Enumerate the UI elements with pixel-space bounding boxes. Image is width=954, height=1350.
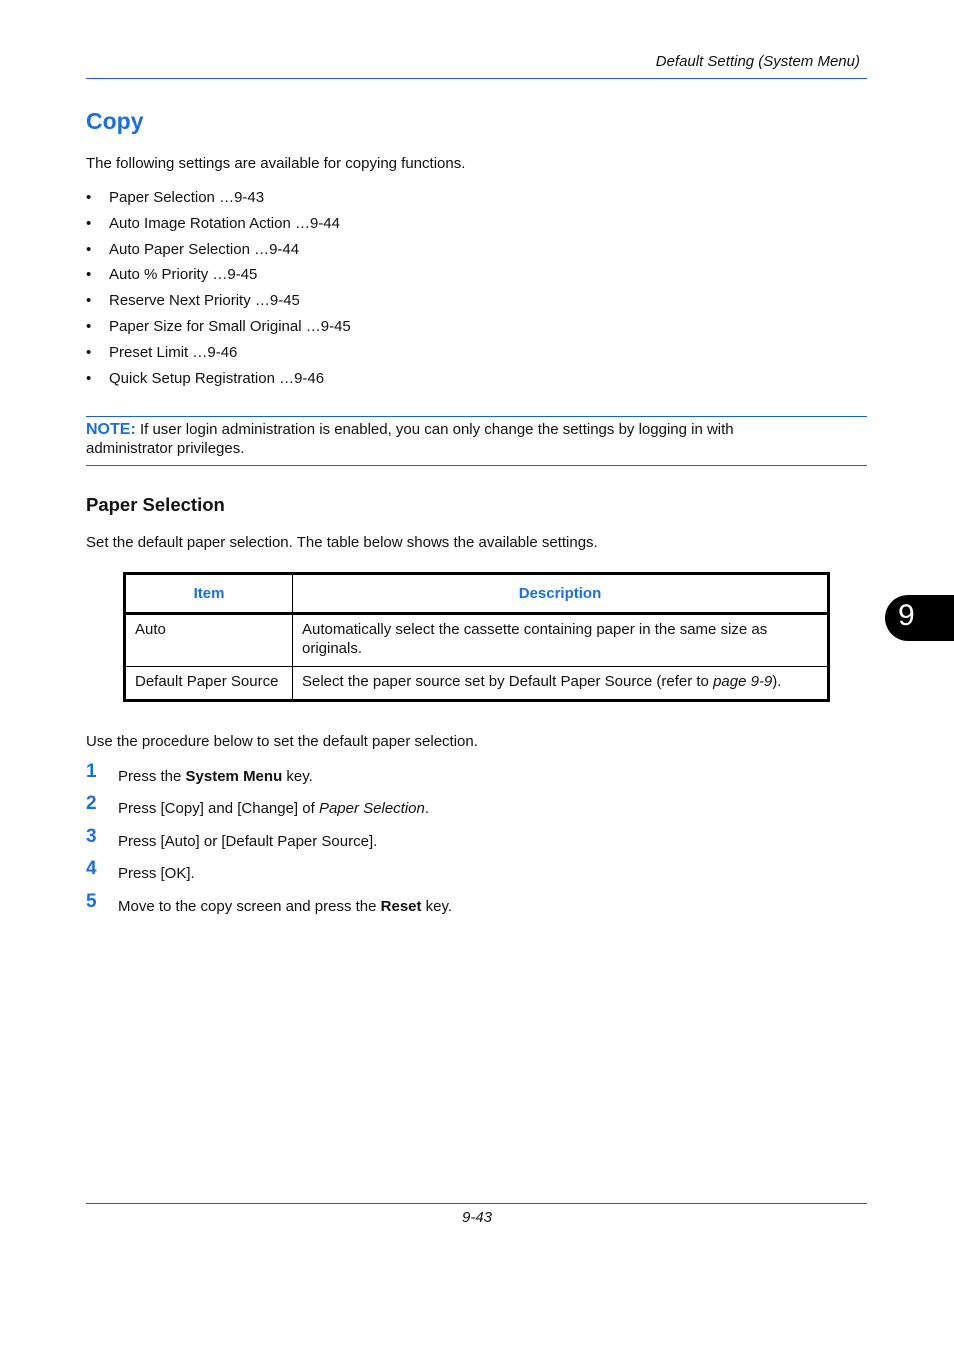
page-reference-link[interactable]: page 9-9 — [713, 673, 773, 690]
note-text: If user login administration is enabled, you can only change the settings by logging in with administrator privileges. — [86, 421, 734, 457]
link-auto-image-rotation[interactable]: • Auto Image Rotation Action …9-44 — [86, 214, 340, 232]
page-number: 9-43 — [461, 1209, 493, 1226]
step-number: 4 — [86, 858, 97, 880]
step-text: Press [OK]. — [118, 865, 195, 883]
header-rule — [86, 78, 867, 79]
section-title: Copy — [86, 108, 144, 134]
step-text: Press the System Menu key. — [118, 768, 313, 785]
table-cell-item: Default Paper Source — [125, 667, 293, 701]
note-bottom-rule — [86, 465, 867, 466]
step-number: 2 — [86, 793, 97, 815]
step-text: Press [Copy] and [Change] of Paper Selection. — [118, 800, 430, 818]
link-preset-limit[interactable]: • Preset Limit …9-46 — [86, 343, 238, 361]
bullet: • — [86, 240, 92, 258]
section-intro: The following settings are available for copying functions. — [86, 155, 466, 172]
chapter-tab — [885, 595, 954, 641]
table-header-description: Description — [293, 574, 829, 614]
link-reserve-next-priority[interactable]: • Reserve Next Priority …9-45 — [86, 292, 300, 310]
table-cell-item: Auto — [125, 614, 293, 667]
link-paper-size-small-original[interactable]: • Paper Size for Small Original …9-45 — [86, 317, 351, 335]
step-text: Move to the copy screen and press the Reset key. — [118, 897, 453, 915]
step-number: 1 — [86, 761, 97, 782]
step-text: Press [Auto] or [Default Paper Source]. — [118, 832, 378, 850]
step-number: 5 — [86, 890, 97, 912]
link-auto-percent-priority[interactable]: • Auto % Priority …9-45 — [86, 266, 258, 284]
link-auto-paper-selection[interactable]: • Auto Paper Selection …9-44 — [86, 240, 300, 258]
footer-rule — [86, 1203, 867, 1204]
link-quick-setup-registration[interactable]: • Quick Setup Registration …9-46 — [86, 369, 325, 387]
table-cell-description: Automatically select the cassette containing paper in the same size as originals. — [302, 621, 768, 657]
step-number: 3 — [86, 825, 97, 847]
subsection-title: Paper Selection — [86, 494, 225, 515]
table-header-item: Item — [125, 574, 293, 614]
chapter-number: 9 — [898, 599, 915, 632]
settings-table — [123, 572, 830, 702]
note-box — [86, 420, 786, 458]
subsection-intro: Set the default paper selection. The table below shows the available settings. — [86, 534, 598, 551]
bullet: • — [86, 343, 92, 361]
running-header: Default Setting (System Menu) — [655, 53, 860, 70]
bullet: • — [86, 266, 92, 284]
procedure-intro: Use the procedure below to set the default paper selection. — [86, 733, 478, 750]
table-row — [125, 667, 829, 701]
bullet: • — [86, 292, 92, 310]
table-row — [125, 614, 829, 667]
table-cell-description: Select the paper source set by Default Paper Source (refer to page 9-9). — [293, 667, 829, 701]
settings-link-list — [86, 189, 351, 395]
note-label: NOTE: — [86, 421, 136, 438]
bullet: • — [86, 189, 92, 206]
bullet: • — [86, 317, 92, 335]
bullet: • — [86, 369, 92, 387]
note-top-rule — [86, 416, 867, 417]
link-paper-selection[interactable]: • Paper Selection …9-43 — [86, 189, 265, 206]
bullet: • — [86, 214, 92, 232]
